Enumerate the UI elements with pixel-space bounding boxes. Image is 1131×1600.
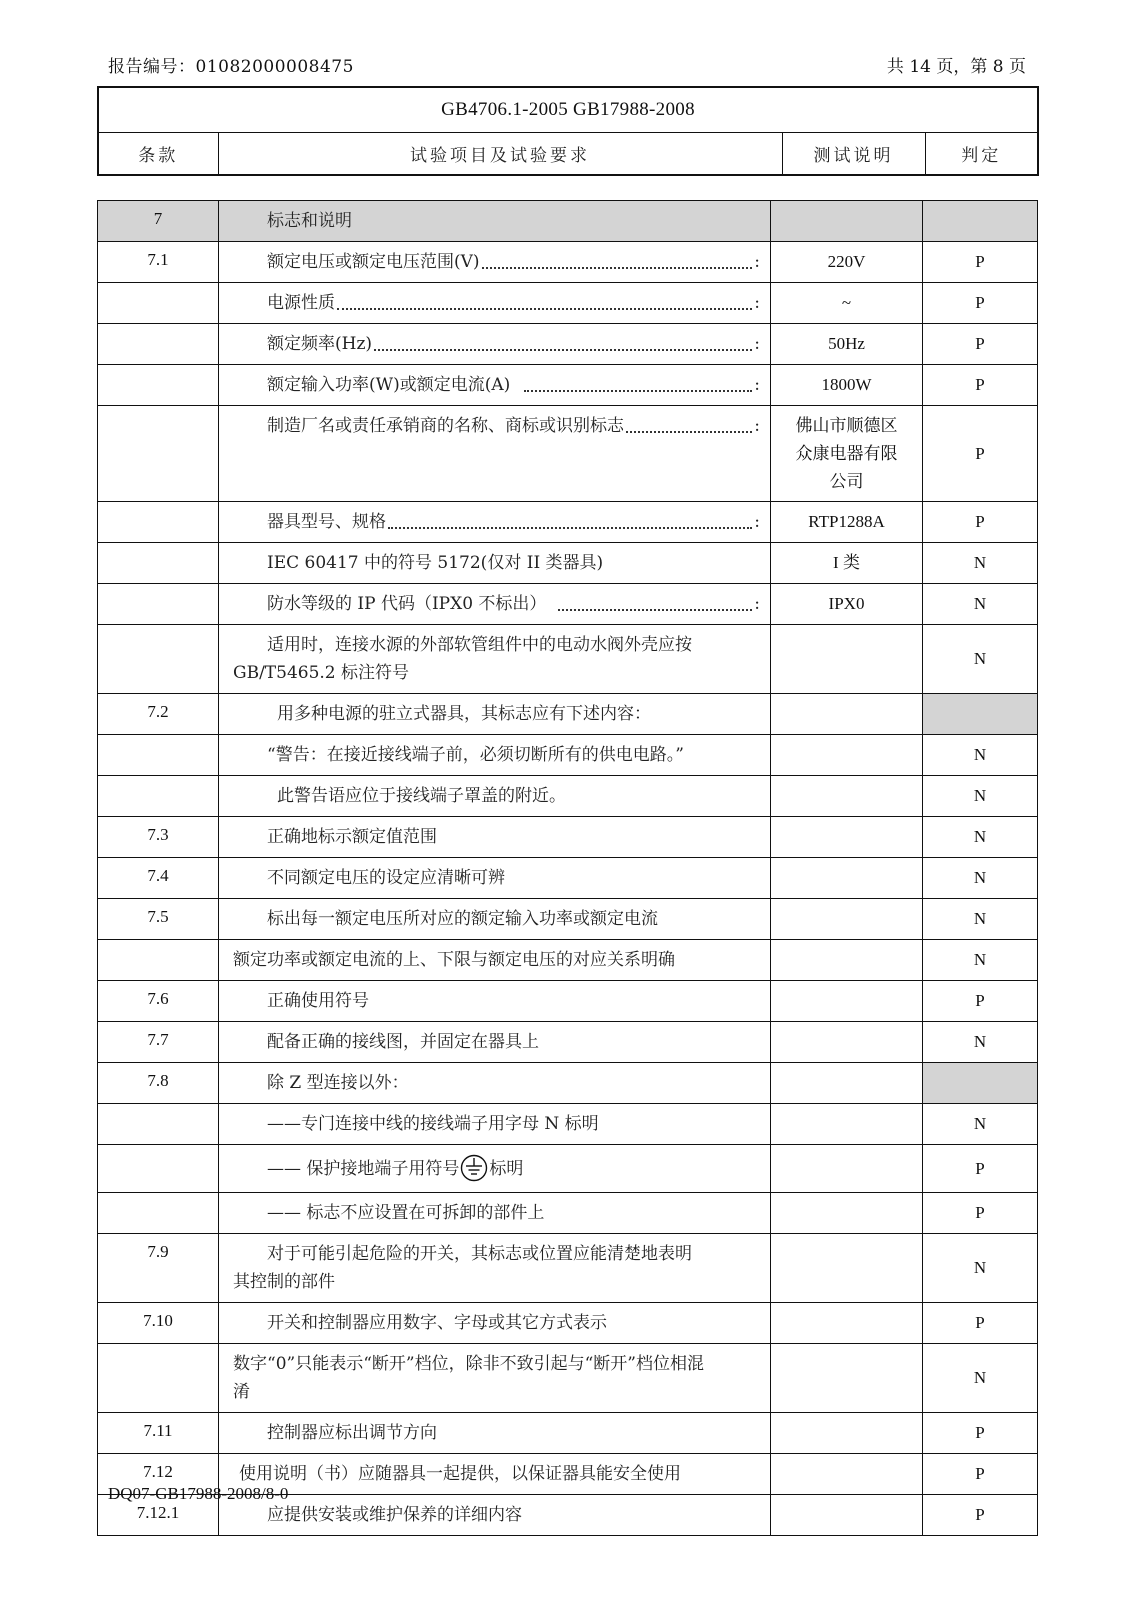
verdict-cell xyxy=(923,201,1038,242)
result-cell xyxy=(771,694,923,735)
clause-cell: 7.2 xyxy=(98,694,219,735)
table-row xyxy=(98,694,1038,735)
result-cell: 220V xyxy=(771,242,923,283)
verdict-cell: P xyxy=(923,406,1038,502)
table-row xyxy=(98,283,1038,324)
table-row xyxy=(98,1193,1038,1234)
table-row xyxy=(98,324,1038,365)
item-text: —— 标志不应设置在可拆卸的部件上 xyxy=(267,1203,545,1223)
report-number: 报告编号：01082000008475 xyxy=(108,57,354,77)
item-cell xyxy=(219,543,771,584)
result-cell xyxy=(771,940,923,981)
item-text: 适用时，连接水源的外部软管组件中的电动水阀外壳应按 xyxy=(267,635,692,655)
table-row xyxy=(98,1413,1038,1454)
item-text: 对于可能引起危险的开关，其标志或位置应能清楚地表明 xyxy=(267,1244,692,1264)
item-cell xyxy=(219,940,771,981)
result-cell xyxy=(771,1454,923,1495)
verdict-cell: P xyxy=(923,365,1038,406)
verdict-cell: N xyxy=(923,858,1038,899)
item-cell xyxy=(219,899,771,940)
item-text: 其控制的部件 xyxy=(233,1272,335,1292)
table-row xyxy=(98,201,1038,242)
result-cell xyxy=(771,1063,923,1104)
result-cell xyxy=(771,735,923,776)
verdict-cell: N xyxy=(923,899,1038,940)
result-cell: 50Hz xyxy=(771,324,923,365)
verdict-cell: N xyxy=(923,543,1038,584)
document-footer: DQ07-GB17988-2008/8-0 xyxy=(108,1484,289,1503)
standard-title: GB4706.1-2005 GB17988-2008 xyxy=(98,87,1038,133)
clause-cell xyxy=(98,1104,219,1145)
table-row xyxy=(98,1104,1038,1145)
clause-cell xyxy=(98,1193,219,1234)
verdict-cell: P xyxy=(923,1303,1038,1344)
verdict-cell: P xyxy=(923,324,1038,365)
column-verdict: 判定 xyxy=(925,133,1038,176)
table-row xyxy=(98,1234,1038,1303)
clause-cell xyxy=(98,776,219,817)
item-text: 电源性质 xyxy=(267,293,335,313)
verdict-cell: N xyxy=(923,1234,1038,1303)
table-row xyxy=(98,735,1038,776)
clause-cell xyxy=(98,1344,219,1413)
item-text: 标出每一额定电压所对应的额定输入功率或额定电流 xyxy=(267,909,658,929)
item-text: 数字“0”只能表示“断开”档位，除非不致引起与“断开”档位相混 xyxy=(233,1354,704,1374)
verdict-cell: N xyxy=(923,940,1038,981)
item-text: “警告：在接近接线端子前，必须切断所有的供电电路。” xyxy=(267,745,684,765)
item-cell xyxy=(219,1495,771,1536)
result-cell xyxy=(771,1234,923,1303)
clause-cell xyxy=(98,365,219,406)
clause-cell: 7.9 xyxy=(98,1234,219,1303)
item-text: 使用说明（书）应随器具一起提供，以保证器具能安全使用 xyxy=(239,1464,681,1484)
table-row xyxy=(98,365,1038,406)
column-item: 试验项目及试验要求 xyxy=(218,133,782,176)
protective-earth-icon xyxy=(460,1154,488,1182)
table-row xyxy=(98,858,1038,899)
clause-cell: 7.5 xyxy=(98,899,219,940)
clause-cell: 7.1 xyxy=(98,242,219,283)
verdict-cell: N xyxy=(923,735,1038,776)
clause-cell: 7 xyxy=(98,201,219,242)
item-cell xyxy=(219,1413,771,1454)
item-text: 开关和控制器应用数字、字母或其它方式表示 xyxy=(267,1313,607,1333)
result-cell xyxy=(771,817,923,858)
verdict-cell: P xyxy=(923,283,1038,324)
result-cell xyxy=(771,1413,923,1454)
item-text: 标明 xyxy=(489,1159,524,1179)
result-cell xyxy=(771,776,923,817)
item-cell xyxy=(219,1022,771,1063)
table-row xyxy=(98,940,1038,981)
page-info: 共 14 页，第 8 页 xyxy=(886,57,1026,77)
result-cell xyxy=(771,201,923,242)
result-line: 公司 xyxy=(829,471,864,491)
table-row xyxy=(98,1303,1038,1344)
table-row xyxy=(98,1344,1038,1413)
column-result: 测试说明 xyxy=(782,133,925,176)
item-text: 淆 xyxy=(233,1382,250,1402)
item-text: 正确地标示额定值范围 xyxy=(267,827,437,847)
clause-cell: 7.11 xyxy=(98,1413,219,1454)
table-header xyxy=(97,86,1039,176)
verdict-cell: N xyxy=(923,1104,1038,1145)
result-cell xyxy=(771,406,923,502)
verdict-cell: P xyxy=(923,242,1038,283)
result-cell: RTP1288A xyxy=(771,502,923,543)
item-cell xyxy=(219,1063,771,1104)
test-items-table xyxy=(97,200,1038,1536)
item-cell: 额定输入功率(W)或额定电流(A) : xyxy=(219,365,771,406)
table-row xyxy=(98,899,1038,940)
clause-cell: 7.12 xyxy=(98,1454,219,1495)
result-cell xyxy=(771,625,923,694)
clause-cell xyxy=(98,283,219,324)
verdict-cell: P xyxy=(923,1454,1038,1495)
item-text: 标志和说明 xyxy=(267,211,352,231)
result-cell xyxy=(771,981,923,1022)
item-cell: 额定频率(Hz) : xyxy=(219,324,771,365)
item-text: 额定功率或额定电流的上、下限与额定电压的对应关系明确 xyxy=(233,950,675,970)
verdict-cell: N xyxy=(923,817,1038,858)
result-cell xyxy=(771,1344,923,1413)
item-cell: 器具型号、规格 : xyxy=(219,502,771,543)
table-row xyxy=(98,543,1038,584)
table-row xyxy=(98,776,1038,817)
verdict-cell: N xyxy=(923,776,1038,817)
item-cell xyxy=(219,1234,771,1303)
table-row xyxy=(98,1063,1038,1104)
page-header xyxy=(108,48,1026,78)
verdict-cell: P xyxy=(923,1495,1038,1536)
table-row xyxy=(98,1145,1038,1193)
result-cell: I 类 xyxy=(771,543,923,584)
clause-cell: 7.3 xyxy=(98,817,219,858)
item-cell xyxy=(219,1344,771,1413)
item-cell xyxy=(219,201,771,242)
table-row xyxy=(98,625,1038,694)
verdict-cell: N xyxy=(923,1344,1038,1413)
verdict-cell: P xyxy=(923,981,1038,1022)
item-text: 正确使用符号 xyxy=(267,991,369,1011)
item-text: 控制器应标出调节方向 xyxy=(267,1423,437,1443)
item-text: 额定输入功率(W)或额定电流(A) xyxy=(267,375,511,395)
result-cell xyxy=(771,1145,923,1193)
item-text: ——专门连接中线的接线端子用字母 N 标明 xyxy=(267,1114,599,1134)
item-text: 不同额定电压的设定应清晰可辨 xyxy=(267,868,505,888)
clause-cell: 7.12.1 xyxy=(98,1495,219,1536)
result-cell xyxy=(771,1022,923,1063)
table-row xyxy=(98,1022,1038,1063)
result-cell xyxy=(771,1495,923,1536)
verdict-cell: P xyxy=(923,502,1038,543)
item-text: IEC 60417 中的符号 5172(仅对 II 类器具) xyxy=(267,553,604,573)
verdict-cell: P xyxy=(923,1413,1038,1454)
item-cell xyxy=(219,981,771,1022)
item-text: 制造厂名或责任承销商的名称、商标或识别标志 xyxy=(267,416,624,436)
clause-cell xyxy=(98,625,219,694)
verdict-cell xyxy=(923,1063,1038,1104)
column-clause: 条款 xyxy=(98,133,218,176)
result-line: 佛山市顺德区 xyxy=(795,415,898,435)
verdict-cell: N xyxy=(923,625,1038,694)
item-cell xyxy=(219,694,771,735)
result-cell: 1800W xyxy=(771,365,923,406)
clause-cell xyxy=(98,502,219,543)
table-row xyxy=(98,502,1038,543)
item-text: 器具型号、规格 xyxy=(267,512,386,532)
clause-cell xyxy=(98,584,219,625)
item-cell xyxy=(219,817,771,858)
item-cell: 制造厂名或责任承销商的名称、商标或识别标志 : xyxy=(219,406,771,502)
result-cell xyxy=(771,1104,923,1145)
table-row xyxy=(98,242,1038,283)
result-cell: ~ xyxy=(771,283,923,324)
clause-cell xyxy=(98,543,219,584)
verdict-cell: N xyxy=(923,584,1038,625)
clause-cell: 7.10 xyxy=(98,1303,219,1344)
item-cell xyxy=(219,1193,771,1234)
item-cell: 额定电压或额定电压范围(V) : xyxy=(219,242,771,283)
clause-cell: 7.8 xyxy=(98,1063,219,1104)
clause-cell: 7.6 xyxy=(98,981,219,1022)
item-cell xyxy=(219,1104,771,1145)
item-text: GB/T5465.2 标注符号 xyxy=(233,663,410,683)
item-text: 额定频率(Hz) xyxy=(267,334,373,354)
item-cell xyxy=(219,1303,771,1344)
item-cell xyxy=(219,625,771,694)
result-cell: IPX0 xyxy=(771,584,923,625)
verdict-cell: P xyxy=(923,1193,1038,1234)
clause-cell xyxy=(98,324,219,365)
item-cell xyxy=(219,735,771,776)
table-row xyxy=(98,981,1038,1022)
clause-cell xyxy=(98,1145,219,1193)
item-cell xyxy=(219,776,771,817)
clause-cell xyxy=(98,735,219,776)
table-row xyxy=(98,584,1038,625)
item-text: 防水等级的 IP 代码（IPX0 不标出） xyxy=(267,594,547,614)
clause-cell xyxy=(98,406,219,502)
item-cell xyxy=(219,1454,771,1495)
item-text: 应提供安装或维护保养的详细内容 xyxy=(267,1505,522,1525)
result-cell xyxy=(771,899,923,940)
clause-cell: 7.7 xyxy=(98,1022,219,1063)
item-text: 此警告语应位于接线端子罩盖的附近。 xyxy=(277,786,566,806)
item-text: 配备正确的接线图，并固定在器具上 xyxy=(267,1032,539,1052)
item-cell: 防水等级的 IP 代码（IPX0 不标出） : xyxy=(219,584,771,625)
table-row xyxy=(98,817,1038,858)
result-cell xyxy=(771,858,923,899)
item-cell: 电源性质 : xyxy=(219,283,771,324)
item-cell xyxy=(219,858,771,899)
item-text: 除 Z 型连接以外： xyxy=(267,1073,409,1093)
result-line: 众康电器有限 xyxy=(795,443,898,463)
result-cell xyxy=(771,1193,923,1234)
item-text: 用多种电源的驻立式器具，其标志应有下述内容： xyxy=(277,704,651,724)
item-text: —— 保护接地端子用符号 xyxy=(267,1159,460,1179)
verdict-cell: P xyxy=(923,1145,1038,1193)
item-text: 额定电压或额定电压范围(V) xyxy=(267,252,480,272)
verdict-cell xyxy=(923,694,1038,735)
table-row xyxy=(98,406,1038,502)
clause-cell: 7.4 xyxy=(98,858,219,899)
result-cell xyxy=(771,1303,923,1344)
item-cell xyxy=(219,1145,771,1193)
clause-cell xyxy=(98,940,219,981)
verdict-cell: N xyxy=(923,1022,1038,1063)
